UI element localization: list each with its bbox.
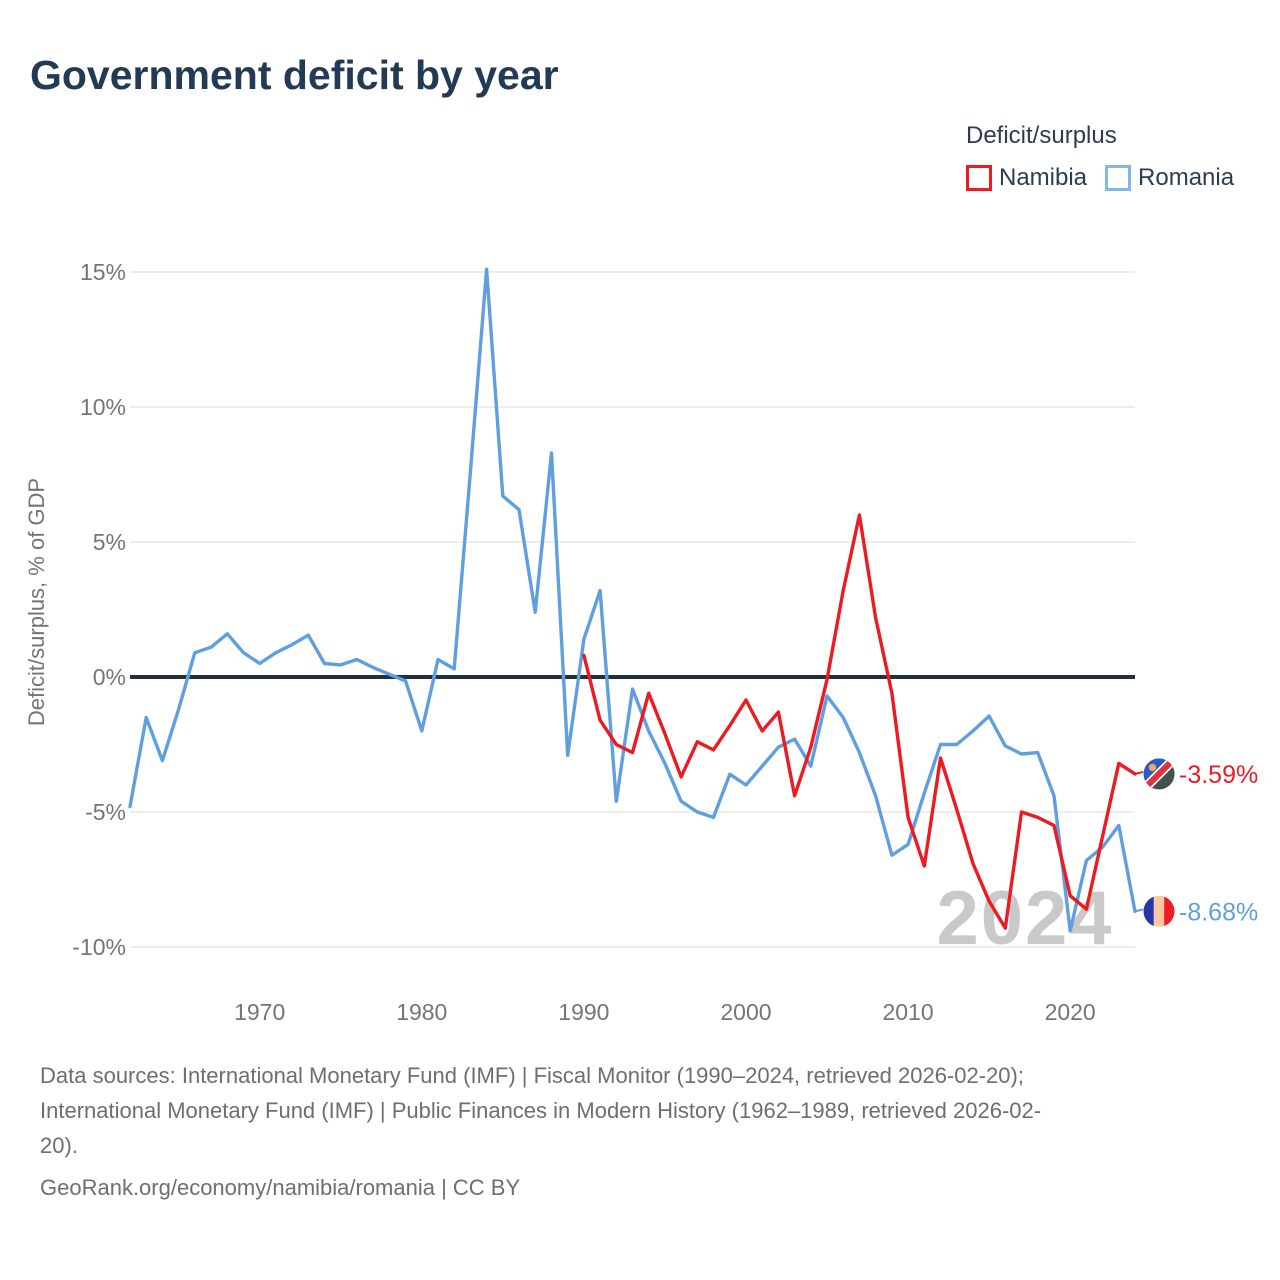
x-tick-label: 1980 [396, 999, 448, 1025]
namibia-label-connector [1135, 772, 1143, 774]
x-tick-label: 2020 [1044, 999, 1096, 1025]
x-tick-label: 2010 [882, 999, 934, 1025]
chart-title: Government deficit by year [30, 52, 559, 98]
chart-legend [966, 122, 1234, 192]
legend-label-romania: Romania [1138, 164, 1235, 191]
y-tick-label: 10% [79, 394, 126, 420]
romania-flag-icon [1144, 896, 1175, 927]
legend-item-namibia[interactable] [966, 164, 1087, 192]
namibia-swatch-icon [966, 165, 992, 191]
y-tick-label: 5% [92, 529, 126, 555]
romania-end-value-label: -8.68% [1179, 898, 1259, 927]
footer [40, 1058, 1041, 1205]
y-tick-label: 15% [79, 259, 126, 285]
legend-item-romania[interactable] [1105, 164, 1234, 192]
data-sources-line-1: Data sources: International Monetary Fund (IMF) | Fiscal Monitor (1990–2024, retrieved 2026-02-20); [40, 1063, 1024, 1088]
y-tick-label: -5% [85, 799, 126, 825]
romania-swatch-icon [1105, 165, 1131, 191]
watermark-year: 2024 [936, 876, 1114, 961]
series-line-romania[interactable] [130, 269, 1135, 931]
y-axis-title: Deficit/surplus, % of GDP [24, 477, 49, 727]
namibia-end-value-label: -3.59% [1179, 760, 1259, 789]
data-sources-line-3: 20). [40, 1133, 78, 1158]
series-line-namibia[interactable] [584, 515, 1135, 928]
x-tick-label: 2000 [720, 999, 772, 1025]
namibia-flag-icon [1144, 758, 1175, 789]
x-tick-label: 1970 [234, 999, 286, 1025]
legend-title: Deficit/surplus [966, 122, 1117, 149]
x-tick-label: 1990 [558, 999, 610, 1025]
y-tick-label: -10% [72, 934, 126, 960]
data-sources-line-2: International Monetary Fund (IMF) | Public Finances in Modern History (1962–1989, retrieved 2026-02- [40, 1098, 1042, 1123]
legend-label-namibia: Namibia [999, 164, 1088, 191]
y-tick-label: 0% [92, 664, 126, 690]
attribution-line: GeoRank.org/economy/namibia/romania | CC BY [40, 1175, 521, 1200]
